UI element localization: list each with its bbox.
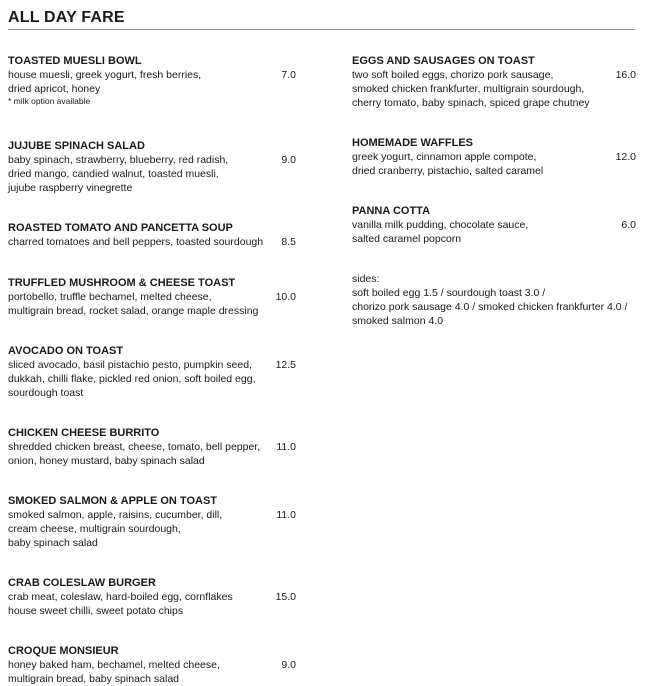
menu-item	[8, 494, 296, 576]
item-name: ROASTED TOMATO AND PANCETTA SOUP	[8, 222, 233, 234]
item-description: dried cranberry, pistachio, salted caramel	[352, 165, 544, 177]
item-description: baby spinach salad	[8, 537, 98, 549]
item-description: multigrain bread, baby spinach salad	[8, 673, 180, 685]
item-description: dukkah, chilli flake, pickled red onion, soft boiled egg,	[8, 373, 256, 385]
menu-item	[8, 276, 296, 344]
item-description: cream cheese, multigrain sourdough,	[8, 523, 181, 535]
sides-line: smoked salmon 4.0	[352, 315, 444, 327]
item-price: 11.0	[276, 441, 296, 453]
item-description: salted caramel popcorn	[352, 233, 462, 245]
item-description: sourdough toast	[8, 387, 84, 399]
item-description: cherry tomato, baby spinach, spiced grape chutney	[352, 97, 590, 109]
item-price: 12.5	[275, 359, 296, 371]
menu-item	[8, 221, 296, 276]
item-name: JUJUBE SPINACH SALAD	[8, 140, 145, 152]
item-price: 9.0	[281, 154, 296, 166]
menu-item	[352, 204, 636, 272]
item-description: portobello, truffle bechamel, melted cheese,	[8, 291, 212, 303]
item-description: house sweet chilli, sweet potato chips	[8, 605, 184, 617]
left-column	[8, 54, 296, 686]
menu-item	[8, 644, 296, 686]
item-name: CROQUE MONSIEUR	[8, 645, 119, 657]
menu-item	[8, 426, 296, 494]
item-description: onion, honey mustard, baby spinach salad	[8, 455, 205, 467]
item-price: 11.0	[276, 509, 296, 521]
item-price: 8.5	[281, 236, 296, 248]
item-description: baby spinach, strawberry, blueberry, red radish,	[8, 154, 229, 166]
item-description: multigrain bread, rocket salad, orange maple dressing	[8, 305, 259, 317]
menu-item	[352, 54, 636, 136]
item-description: sliced avocado, basil pistachio pesto, pumpkin seed,	[8, 359, 252, 371]
item-description: house muesli, greek yogurt, fresh berries,	[8, 69, 202, 81]
item-description: jujube raspberry vinegrette	[8, 182, 133, 194]
item-description: smoked chicken frankfurter, multigrain sourdough,	[352, 83, 585, 95]
sides-heading: sides:	[352, 273, 380, 285]
item-price: 10.0	[275, 291, 296, 303]
menu-title: ALL DAY FARE	[8, 9, 125, 26]
item-description: dried apricot, honey	[8, 83, 101, 95]
item-price: 15.0	[275, 591, 296, 603]
title-divider	[8, 29, 635, 30]
item-description: smoked salmon, apple, raisins, cucumber, dill,	[8, 509, 223, 521]
item-price: 6.0	[621, 219, 636, 231]
item-description: charred tomatoes and bell peppers, toasted sourdough	[8, 236, 264, 248]
item-price: 7.0	[281, 69, 296, 81]
item-price: 16.0	[615, 69, 636, 81]
item-description: dried mango, candied walnut, toasted muesli,	[8, 168, 219, 180]
item-description: greek yogurt, cinnamon apple compote,	[352, 151, 537, 163]
menu-item	[8, 344, 296, 426]
item-name: PANNA COTTA	[352, 205, 431, 217]
menu-item	[8, 54, 296, 139]
item-name: CRAB COLESLAW BURGER	[8, 577, 156, 589]
menu-item	[8, 139, 296, 221]
menu-item	[8, 576, 296, 644]
item-name: HOMEMADE WAFFLES	[352, 137, 473, 149]
item-note: * milk option available	[8, 96, 91, 106]
sides-line: chorizo pork sausage 4.0 / smoked chicken frankfurter 4.0 /	[352, 301, 628, 313]
item-description: honey baked ham, bechamel, melted cheese,	[8, 659, 220, 671]
item-price: 9.0	[281, 659, 296, 671]
item-name: TOASTED MUESLI BOWL	[8, 55, 142, 67]
item-name: CHICKEN CHEESE BURRITO	[8, 427, 160, 439]
item-description: vanilla milk pudding, chocolate sauce,	[352, 219, 529, 231]
sides-line: soft boiled egg 1.5 / sourdough toast 3.0 /	[352, 287, 546, 299]
item-price: 12.0	[615, 151, 636, 163]
item-description: shredded chicken breast, cheese, tomato, bell pepper,	[8, 441, 261, 453]
sides-section	[352, 272, 636, 328]
item-name: SMOKED SALMON & APPLE ON TOAST	[8, 495, 218, 507]
item-description: two soft boiled eggs, chorizo pork sausage,	[352, 69, 554, 81]
item-name: TRUFFLED MUSHROOM & CHEESE TOAST	[8, 277, 236, 289]
menu-item	[352, 136, 636, 204]
right-column	[352, 54, 636, 328]
item-name: EGGS AND SAUSAGES ON TOAST	[352, 55, 535, 67]
item-name: AVOCADO ON TOAST	[8, 345, 124, 357]
item-description: crab meat, coleslaw, hard-boiled egg, cornflakes	[8, 591, 233, 603]
